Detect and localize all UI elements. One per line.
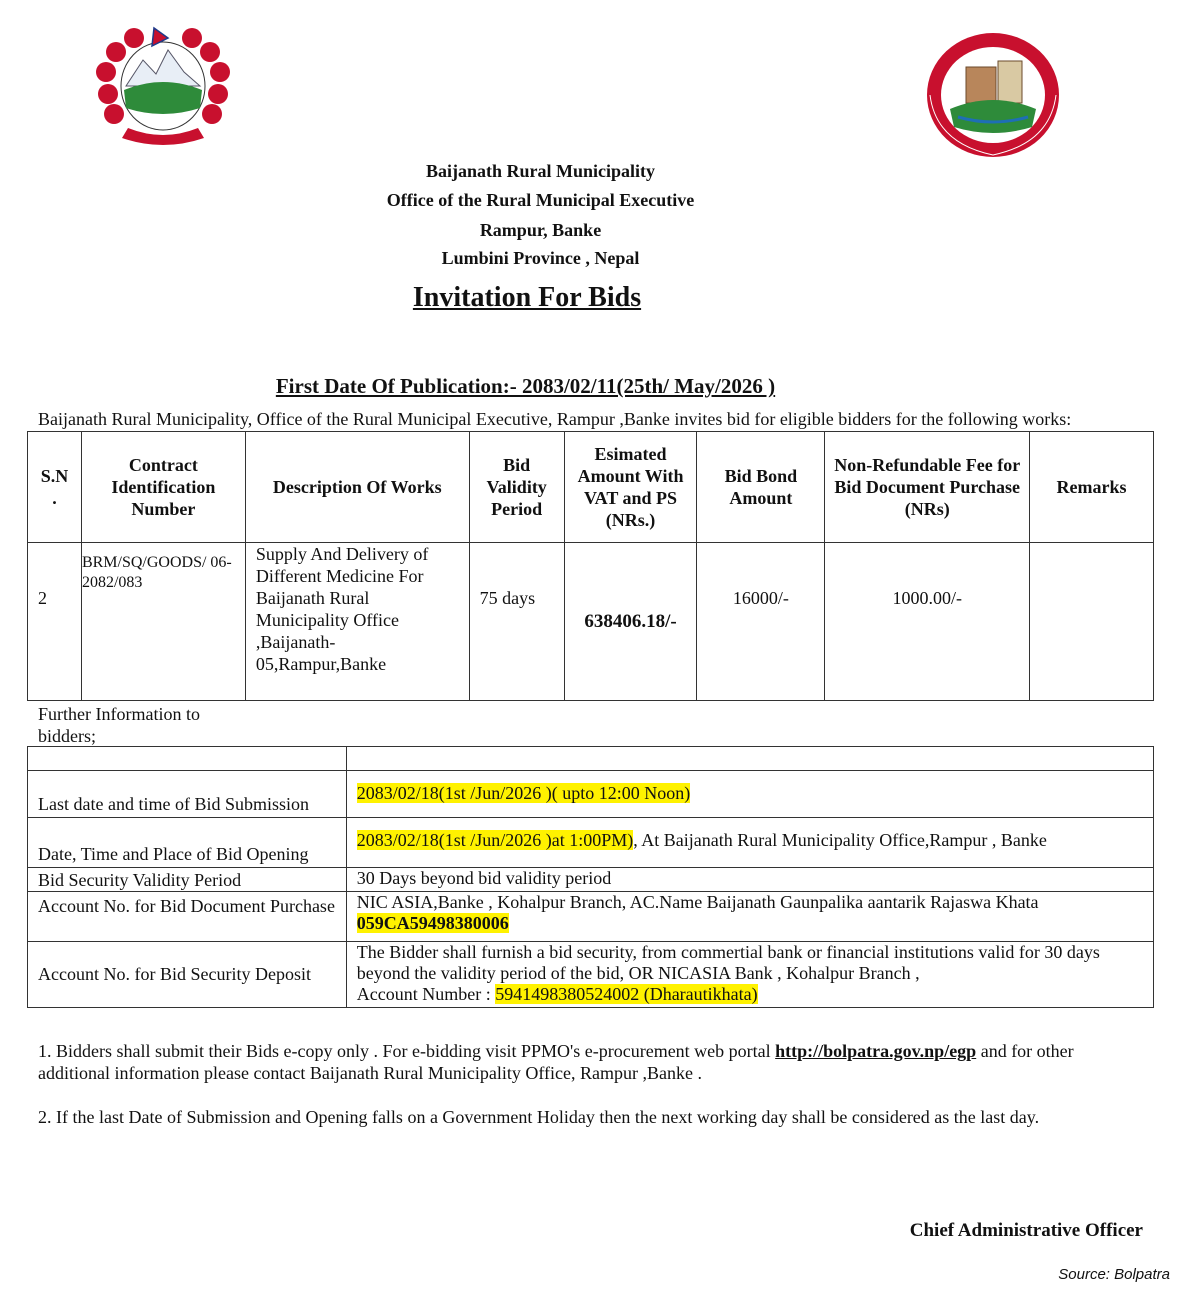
header-remarks: Remarks [1030,432,1154,543]
info-row-blank [28,747,1154,771]
note-2: 2. If the last Date of Submission and Opening falls on a Government Holiday then the next working day shall be considered as the last day. [38,1107,1040,1127]
security-deposit-number-label: Account Number : [356,984,496,1004]
submission-value-text: 2083/02/18(1st /Jun/2026 )( upto 12:00 Noon) [356,783,691,803]
note-1 [38,1040,1148,1084]
cell-estimated-amount [564,543,697,701]
info-row-security-deposit [28,942,1154,1008]
cell-document-fee [825,543,1030,701]
info-row-submission [28,771,1154,818]
security-deposit-value-text: The Bidder shall furnish a bid security, from commertial bank or financial institutions valid for 30 days beyond the validity period of the bid, OR NICASIA Bank , Kohalpur Branch , [356,942,1100,983]
security-validity-label: Bid Security Validity Period [28,868,347,892]
header-line-province: Lumbini Province , Nepal [441,248,640,268]
source-credit: Source: Bolpatra [1058,1266,1170,1283]
document-account-value [346,892,1153,942]
info-table [27,746,1154,1008]
header-sn-text: S.N [40,466,69,486]
cell-bid-bond [697,543,825,701]
nepal-government-emblem-icon [88,24,238,154]
bids-table [27,431,1154,701]
submission-label: Last date and time of Bid Submission [28,771,347,818]
cell-contract-id [81,543,245,701]
header-bid-bond: Bid Bond Amount [697,432,825,543]
document-account-number: 059CA59498380006 [356,913,509,933]
further-info-label: Further Information to bidders; [38,704,200,746]
opening-label: Date, Time and Place of Bid Opening [28,818,347,868]
document-account-value-text: NIC ASIA,Banke , Kohalpur Branch, AC.Name Baijanath Gaunpalika aantarik Rajaswa Khata [356,892,1039,912]
bolpatra-link[interactable]: http://bolpatra.gov.np/egp [775,1041,977,1061]
cell-sn-text: 2 [38,588,47,608]
opening-value [346,818,1153,868]
table-row [28,543,1154,701]
header-bid-validity: Bid Validity Period [469,432,564,543]
header-contract-id: Contract Identification Number [81,432,245,543]
cell-bid-bond-text: 16000/- [732,588,789,608]
opening-value-highlight: 2083/02/18(1st /Jun/2026 )at 1:00PM) [356,830,634,850]
submission-value [346,771,1153,818]
bids-table-header-row [28,432,1154,543]
security-validity-value: 30 Days beyond bid validity period [346,868,1153,892]
header-line-address: Rampur, Banke [479,220,602,240]
document-account-label [28,892,347,942]
note-1-text: 1. Bidders shall submit their Bids e-copy only . For e-bidding visit PPMO's e-procurement web portal [38,1041,776,1061]
info-blank-label [28,747,347,771]
cell-document-fee-text: 1000.00/- [892,588,962,608]
baijanath-rural-municipality-seal-icon [924,31,1062,161]
header-line-office: Office of the Rural Municipal Executive [386,190,695,210]
cell-description [245,543,469,701]
page-title: Invitation For Bids [412,282,642,313]
publication-date: First Date Of Publication:- 2083/02/11(25th/ May/2026 ) [275,374,776,398]
header-sn [28,432,82,543]
cell-bid-validity-text: 75 days [479,588,536,608]
cell-description-text: Supply And Delivery of Different Medicine For Baijanath Rural Municipality Office ,Baijanath-05,Rampur,Banke [255,544,429,674]
cell-sn [28,543,82,701]
info-row-security-validity [28,868,1154,892]
header-description: Description Of Works [245,432,469,543]
header-document-fee: Non-Refundable Fee for Bid Document Purchase (NRs) [825,432,1030,543]
security-deposit-label-text: Account No. for Bid Security Deposit [38,964,311,984]
signature-title: Chief Administrative Officer [909,1220,1143,1241]
document-account-label-text: Account No. for Bid Document Purchase [38,896,335,916]
header-line-municipality: Baijanath Rural Municipality [425,161,656,181]
cell-remarks [1030,543,1154,701]
info-row-opening [28,818,1154,868]
header-sn-dot: . [52,488,57,508]
cell-estimated-amount-text: 638406.18/- [584,611,677,632]
info-blank-value [346,747,1153,771]
cell-bid-validity [469,543,564,701]
security-deposit-number: 5941498380524002 (Dharautikhata) [495,984,758,1004]
cell-contract-id-text: BRM/SQ/GOODS/ 06-2082/083 [81,554,232,591]
opening-value-rest: , At Baijanath Rural Municipality Office,Rampur , Banke [633,830,1047,850]
security-deposit-value [346,942,1153,1008]
security-deposit-label [28,942,347,1008]
info-row-document-account [28,892,1154,942]
intro-text: Baijanath Rural Municipality, Office of the Rural Municipal Executive, Rampur ,Banke invites bid for eligible bidders for the following works: [38,409,1072,429]
note-1-text-end: and for other additional information please contact Baijanath Rural Municipality Office, Rampur ,Banke . [38,1041,1074,1083]
header-estimated-amount: Esimated Amount With VAT and PS (NRs.) [564,432,697,543]
